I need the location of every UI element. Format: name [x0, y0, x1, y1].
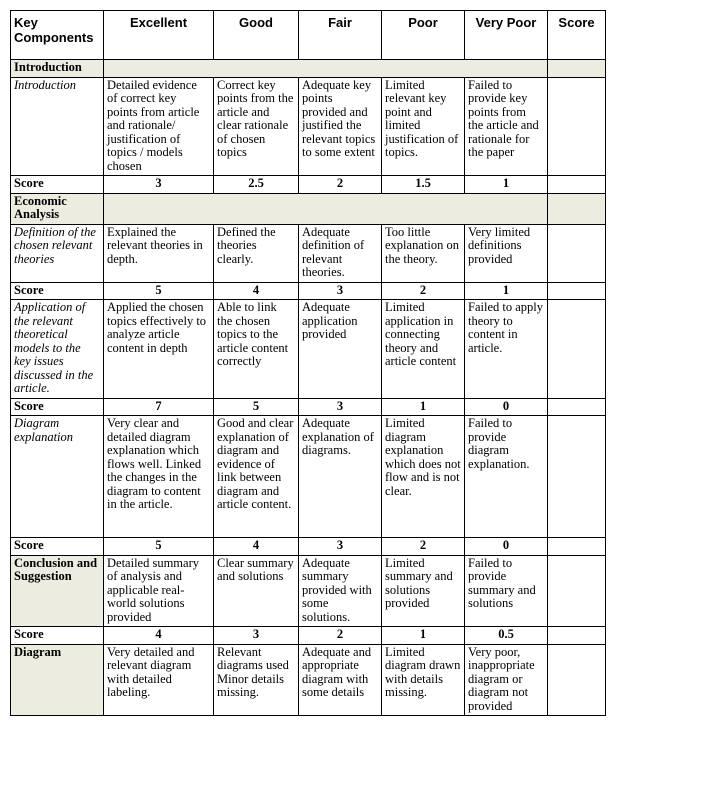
application-criteria-cell-excellent: Applied the chosen topics effectively to analyze article content in depth	[104, 300, 214, 399]
header-cell-score: Score	[548, 11, 606, 60]
application-criteria-cell-poor: Limited application in connecting theory and article content	[382, 300, 465, 399]
definition-score-label: Score	[11, 282, 104, 300]
header-cell-excellent: Excellent	[104, 11, 214, 60]
conclusion-criteria-cell-excellent: Detailed summary of analysis and applicable real-world solutions provided	[104, 555, 214, 627]
diagram-explanation-score-label: Score	[11, 538, 104, 556]
conclusion-criteria-score-input-cell	[548, 555, 606, 627]
diagram-explanation-score-value-fair: 3	[299, 538, 382, 556]
diagram-explanation-score-value-good: 4	[214, 538, 299, 556]
definition-criteria-cell-fair: Adequate definition of relevant theories.	[299, 224, 382, 282]
application-criteria-cell-good: Able to link the chosen topics to the article content correctly	[214, 300, 299, 399]
application-criteria-cell-very-poor: Failed to apply theory to content in article.	[465, 300, 548, 399]
introduction-criteria-cell-good: Correct key points from the article and clear rationale of chosen topics	[214, 77, 299, 176]
header-cell-key-components: Key Components	[11, 11, 104, 60]
application-score-value-excellent: 7	[104, 398, 214, 416]
introduction-score-label: Score	[11, 176, 104, 194]
diagram-criteria-score-input-cell	[548, 644, 606, 716]
economic-analysis-section-label: Economic Analysis	[11, 193, 104, 224]
diagram-criteria-row	[11, 644, 606, 716]
conclusion-criteria-cell-very-poor: Failed to provide summary and solutions	[465, 555, 548, 627]
diagram-explanation-criteria-row	[11, 416, 606, 538]
introduction-score-value-excellent: 3	[104, 176, 214, 194]
conclusion-criteria-label: Conclusion and Suggestion	[11, 555, 104, 627]
conclusion-score-row	[11, 627, 606, 645]
diagram-explanation-criteria-cell-good: Good and clear explanation of diagram and evidence of link between diagram and article content.	[214, 416, 299, 538]
diagram-explanation-score-value-excellent: 5	[104, 538, 214, 556]
introduction-criteria-label: Introduction	[11, 77, 104, 176]
definition-score-value-poor: 2	[382, 282, 465, 300]
diagram-explanation-score-value-poor: 2	[382, 538, 465, 556]
conclusion-score-value-very-poor: 0.5	[465, 627, 548, 645]
introduction-score-value-poor: 1.5	[382, 176, 465, 194]
diagram-explanation-criteria-label: Diagram explanation	[11, 416, 104, 538]
diagram-criteria-cell-very-poor: Very poor, inappropriate diagram or diagram not provided	[465, 644, 548, 716]
conclusion-score-value-poor: 1	[382, 627, 465, 645]
diagram-explanation-criteria-cell-fair: Adequate explanation of diagrams.	[299, 416, 382, 538]
introduction-criteria-cell-fair: Adequate key points provided and justified the relevant topics to some extent	[299, 77, 382, 176]
introduction-criteria-row	[11, 77, 606, 176]
economic-analysis-section-span	[104, 193, 548, 224]
rubric-table-header	[11, 11, 606, 60]
definition-criteria-cell-good: Defined the theories clearly.	[214, 224, 299, 282]
application-criteria-row	[11, 300, 606, 399]
application-criteria-cell-fair: Adequate application provided	[299, 300, 382, 399]
definition-score-value-excellent: 5	[104, 282, 214, 300]
introduction-score-value-very-poor: 1	[465, 176, 548, 194]
application-score-value-good: 5	[214, 398, 299, 416]
economic-analysis-section-row	[11, 193, 606, 224]
conclusion-criteria-cell-poor: Limited summary and solutions provided	[382, 555, 465, 627]
application-criteria-score-input-cell	[548, 300, 606, 399]
diagram-criteria-cell-excellent: Very detailed and relevant diagram with detailed labeling.	[104, 644, 214, 716]
diagram-explanation-criteria-cell-excellent: Very clear and detailed diagram explanation which flows well. Linked the changes in the diagram to content in the article.	[104, 416, 214, 538]
definition-criteria-cell-very-poor: Very limited definitions provided	[465, 224, 548, 282]
introduction-score-score-input-cell	[548, 176, 606, 194]
diagram-explanation-score-value-very-poor: 0	[465, 538, 548, 556]
header-row	[11, 11, 606, 60]
application-score-row	[11, 398, 606, 416]
introduction-score-value-fair: 2	[299, 176, 382, 194]
diagram-explanation-criteria-cell-very-poor: Failed to provide diagram explanation.	[465, 416, 548, 538]
conclusion-criteria-cell-fair: Adequate summary provided with some solutions.	[299, 555, 382, 627]
conclusion-score-value-good: 3	[214, 627, 299, 645]
introduction-section-score-cell	[548, 60, 606, 78]
definition-criteria-row	[11, 224, 606, 282]
introduction-criteria-cell-poor: Limited relevant key point and limited justification of topics.	[382, 77, 465, 176]
introduction-score-value-good: 2.5	[214, 176, 299, 194]
definition-criteria-score-input-cell	[548, 224, 606, 282]
conclusion-score-label: Score	[11, 627, 104, 645]
conclusion-score-score-input-cell	[548, 627, 606, 645]
rubric-table-body	[11, 60, 606, 716]
header-cell-poor: Poor	[382, 11, 465, 60]
introduction-section-span	[104, 60, 548, 78]
economic-analysis-section-score-cell	[548, 193, 606, 224]
header-cell-fair: Fair	[299, 11, 382, 60]
definition-score-value-fair: 3	[299, 282, 382, 300]
application-score-score-input-cell	[548, 398, 606, 416]
definition-score-score-input-cell	[548, 282, 606, 300]
conclusion-criteria-row	[11, 555, 606, 627]
diagram-criteria-label: Diagram	[11, 644, 104, 716]
diagram-explanation-score-score-input-cell	[548, 538, 606, 556]
definition-criteria-label: Definition of the chosen relevant theories	[11, 224, 104, 282]
application-score-value-poor: 1	[382, 398, 465, 416]
application-criteria-label: Application of the relevant theoretical models to the key issues discussed in the article.	[11, 300, 104, 399]
introduction-criteria-score-input-cell	[548, 77, 606, 176]
definition-score-row	[11, 282, 606, 300]
introduction-section-row	[11, 60, 606, 78]
conclusion-score-value-fair: 2	[299, 627, 382, 645]
header-cell-good: Good	[214, 11, 299, 60]
conclusion-criteria-cell-good: Clear summary and solutions	[214, 555, 299, 627]
diagram-explanation-criteria-cell-poor: Limited diagram explanation which does not flow and is not clear.	[382, 416, 465, 538]
header-cell-very-poor: Very Poor	[465, 11, 548, 60]
rubric-table	[10, 10, 606, 716]
definition-score-value-very-poor: 1	[465, 282, 548, 300]
application-score-label: Score	[11, 398, 104, 416]
definition-criteria-cell-excellent: Explained the relevant theories in depth.	[104, 224, 214, 282]
definition-score-value-good: 4	[214, 282, 299, 300]
introduction-score-row	[11, 176, 606, 194]
diagram-criteria-cell-good: Relevant diagrams used Minor details missing.	[214, 644, 299, 716]
diagram-explanation-criteria-score-input-cell	[548, 416, 606, 538]
diagram-criteria-cell-poor: Limited diagram drawn with details missing.	[382, 644, 465, 716]
introduction-section-label: Introduction	[11, 60, 104, 78]
conclusion-score-value-excellent: 4	[104, 627, 214, 645]
application-score-value-very-poor: 0	[465, 398, 548, 416]
diagram-criteria-cell-fair: Adequate and appropriate diagram with some details	[299, 644, 382, 716]
introduction-criteria-cell-excellent: Detailed evidence of correct key points from article and rationale/ justification of topics / models chosen	[104, 77, 214, 176]
application-score-value-fair: 3	[299, 398, 382, 416]
introduction-criteria-cell-very-poor: Failed to provide key points from the article and rationale for the paper	[465, 77, 548, 176]
definition-criteria-cell-poor: Too little explanation on the theory.	[382, 224, 465, 282]
diagram-explanation-score-row	[11, 538, 606, 556]
